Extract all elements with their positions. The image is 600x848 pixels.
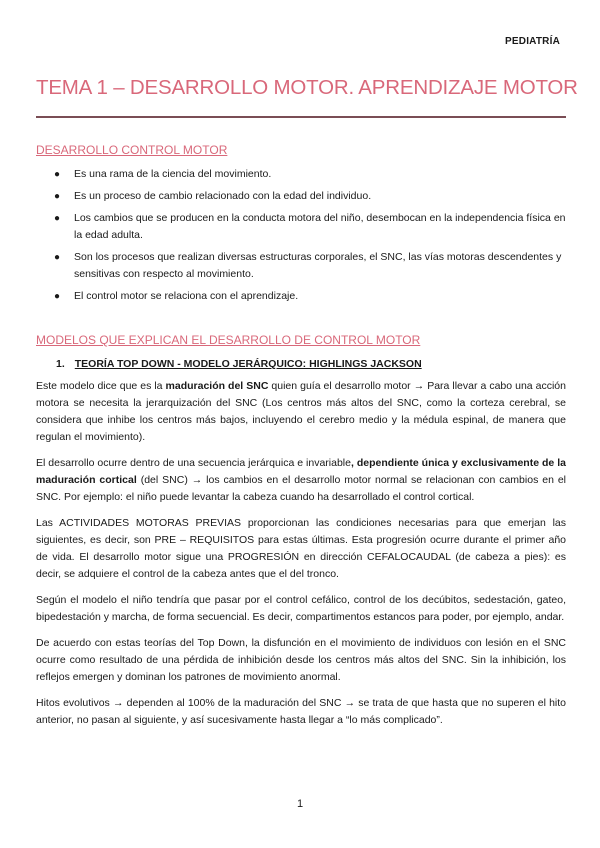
- body-text: [36, 378, 566, 738]
- bullet-icon: ●: [54, 213, 61, 224]
- text-run-bold: maduración del SNC: [165, 380, 269, 392]
- bullet-item: [36, 188, 566, 205]
- bullet-list: [36, 166, 566, 310]
- paragraph-3: Las ACTIVIDADES MOTORAS PREVIAS proporcionan las condiciones necesarias para que emerjan las siguientes, es decir, son PRE – REQUISITOS para estas últimas. Esta progresión ocurre durante el primer año de vida. El desarrollo motor sigue una PROGRESIÓN en dirección CEFALOCAUDAL (de cabeza a pies): es decir, se adquiere el control de la cabeza antes que el del tronco.: [36, 517, 566, 580]
- text-run: quien guía el desarrollo motor → Para llevar a cabo una acción motora se necesita la jerarquización del SNC (Los centros más altos del SNC, como la corteza cerebral, se considera que inhibe los centros más bajos, incluyendo el cerebro medio y la médula espinal, de manera que regulan el movimiento).: [36, 380, 566, 443]
- bullet-item: [36, 249, 566, 283]
- bullet-text: El control motor se relaciona con el aprendizaje.: [74, 290, 299, 302]
- bullet-icon: ●: [54, 169, 61, 180]
- bullet-icon: ●: [54, 191, 61, 202]
- text-run-bold: , dependiente única y exclusivamente de la maduración cortical: [36, 457, 566, 486]
- page-header-subject: PEDIATRÍA: [505, 36, 560, 47]
- bullet-item: [36, 210, 566, 244]
- bullet-icon: ●: [54, 291, 61, 302]
- page-number: 1: [296, 798, 304, 810]
- text-run: Este modelo dice que es la: [36, 380, 166, 392]
- bullet-text: Es una rama de la ciencia del movimiento.: [74, 168, 272, 180]
- section-heading-desarrollo: DESARROLLO CONTROL MOTOR: [36, 143, 228, 157]
- paragraph-5: De acuerdo con estas teorías del Top Down, la disfunción en el movimiento de individuos con lesión en el SNC ocurre como resultado de una pérdida de inhibición desde los centros más altos del SNC. Sin la inhibición, los reflejos emergen y dominan los patrones de movimiento anormal.: [36, 637, 566, 683]
- paragraph-1: [36, 378, 566, 446]
- title-divider: [36, 116, 566, 118]
- bullet-item: [36, 288, 566, 305]
- paragraph-4: Según el modelo el niño tendría que pasar por el control cefálico, control de los decúbitos, sedestación, gateo, bipedestación y marcha, de forma secuencial. Es decir, compartimentos estancos para poder, por ejemplo, andar.: [36, 594, 566, 623]
- page-title: TEMA 1 – DESARROLLO MOTOR. APRENDIZAJE MOTOR: [36, 76, 578, 99]
- paragraph-6: Hitos evolutivos → dependen al 100% de la maduración del SNC → se trata de que hasta que no superen el hito anterior, no pasan al siguiente, y así sucesivamente hasta llegar a “lo más complicado”.: [36, 697, 566, 726]
- bullet-text: Son los procesos que realizan diversas estructuras corporales, el SNC, las vías motoras descendentes y sensitivas con respecto al movimiento.: [74, 251, 562, 280]
- text-run: (del SNC) → los cambios en el desarrollo motor normal se relacionan con cambios en el SNC. Por ejemplo: el niño puede levantar la cabeza cuando ha desarrollado el control cortical.: [36, 474, 567, 503]
- bullet-item: [36, 166, 566, 183]
- paragraph-2: [36, 455, 566, 506]
- bullet-icon: ●: [54, 252, 61, 263]
- bullet-text: Es un proceso de cambio relacionado con la edad del individuo.: [74, 190, 372, 202]
- subsection-number: 1.: [56, 358, 65, 370]
- section-heading-modelos: MODELOS QUE EXPLICAN EL DESARROLLO DE CONTROL MOTOR: [36, 333, 421, 347]
- text-run: El desarrollo ocurre dentro de una secuencia jerárquica e invariable: [36, 457, 351, 469]
- subsection-heading: [56, 358, 422, 370]
- bullet-text: Los cambios que se producen en la conducta motora del niño, desembocan en la independencia física en la edad adulta.: [74, 212, 566, 241]
- subsection-title: TEORÍA TOP DOWN - MODELO JERÁRQUICO: HIGHLINGS JACKSON: [74, 358, 422, 370]
